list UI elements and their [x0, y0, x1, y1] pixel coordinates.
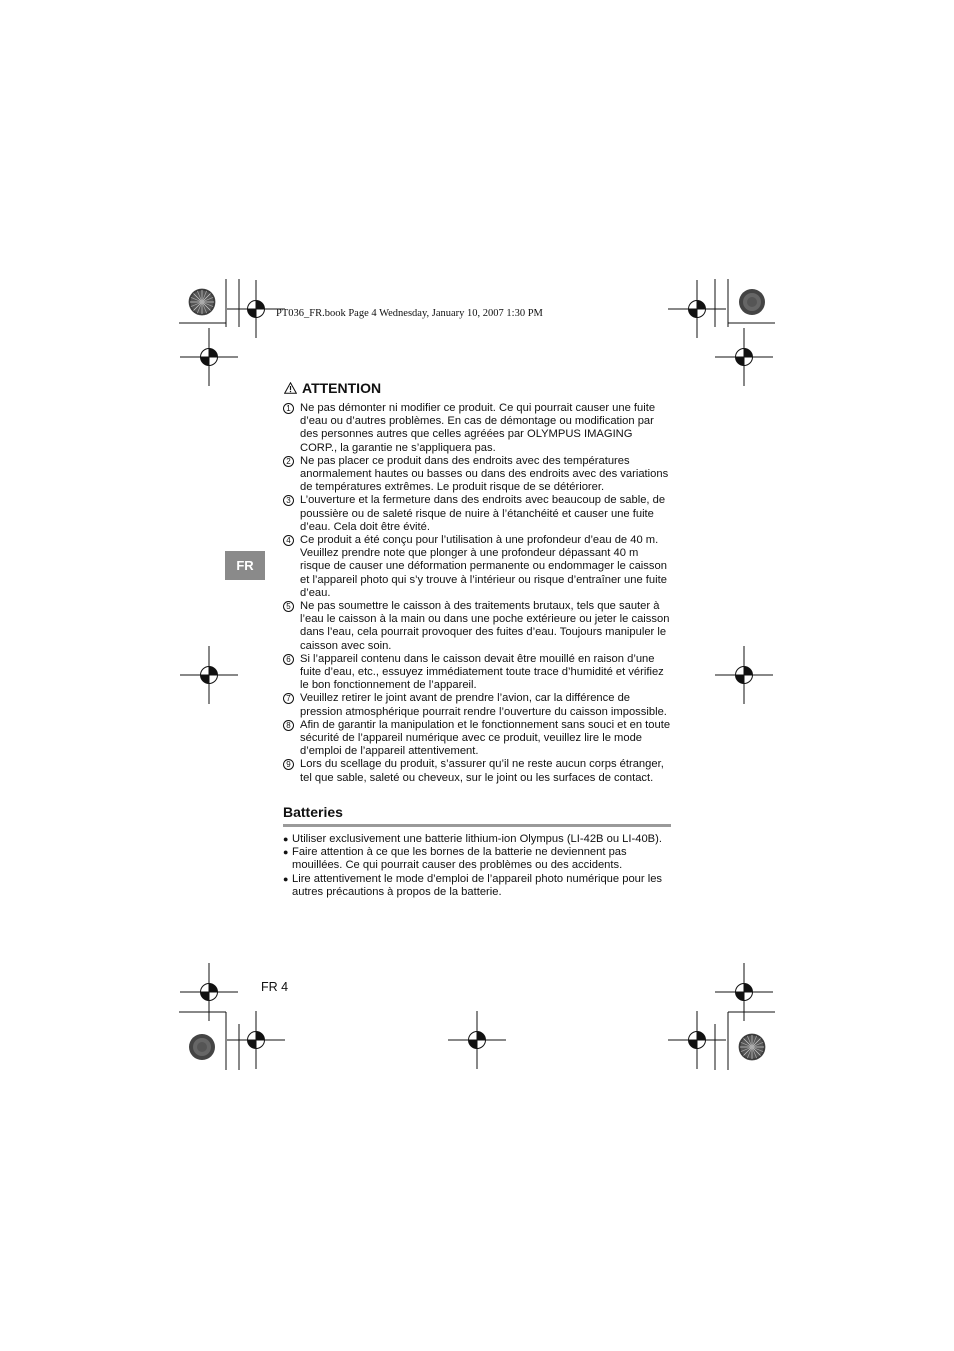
item-text: Lors du scellage du produit, s’assurer qu’il ne reste aucun corps étranger, tel que sable, saleté ou cheveux, sur le joint ou les surfaces de contact.: [300, 758, 664, 784]
item-number: 1: [283, 403, 294, 414]
bullet-text: Utiliser exclusivement une batterie lithium-ion Olympus (LI-42B ou LI-40B).: [292, 832, 662, 845]
item-text: Ne pas placer ce produit dans des endroits avec des températures anormalement hautes ou basses ou dans des endroits avec des variations de températures extrêmes. Le produit risque de se détériorer.: [300, 454, 669, 494]
list-item: [283, 455, 671, 495]
list-item: [283, 653, 671, 693]
item-number: 4: [283, 535, 294, 546]
bullet-text: Faire attention à ce que les bornes de la batterie ne deviennent pas mouillées. Ce qui pourrait causer des problèmes ou des accidents.: [292, 846, 627, 872]
item-number: 5: [283, 601, 294, 612]
print-header: PT036_FR.book Page 4 Wednesday, January 10, 2007 1:30 PM: [276, 308, 543, 319]
item-number: 8: [283, 720, 294, 731]
warning-triangle-icon: [284, 382, 297, 394]
bullet-item: [283, 833, 671, 846]
bullet-item: [283, 873, 671, 899]
item-text: L’ouverture et la fermeture dans des endroits avec beaucoup de sable, de poussière ou de saleté risque de nuire à l’étanchéité et causer une fuite d’eau. Cela doit être évité.: [300, 494, 666, 533]
list-item: [283, 534, 671, 600]
item-number: 2: [283, 456, 294, 467]
item-number: 3: [283, 495, 294, 506]
list-item: [283, 719, 671, 759]
item-text: Veuillez retirer le joint avant de prendre l’avion, car la différence de pression atmosphérique pourrait rendre l’ouverture du caisson impossible.: [300, 692, 667, 718]
page-content: [283, 380, 671, 899]
bullet-dot-icon: [283, 846, 292, 872]
language-tab: FR: [225, 551, 265, 580]
item-text: Afin de garantir la manipulation et le fonctionnement sans souci et en toute sécurité de l’appareil numérique avec ce produit, veuillez lire le mode d’emploi de l’appareil attentivement.: [300, 718, 671, 758]
item-text: Ne pas démonter ni modifier ce produit. Ce qui pourrait causer une fuite d’eau ou d’autres problèmes. En cas de démontage ou modification par des personnes autres que celles agréées par OLYMPUS IMAGING CORP., la garantie ne s’appliquera pas.: [300, 402, 656, 454]
attention-heading: [284, 380, 671, 396]
bullet-dot-icon: [283, 833, 292, 846]
item-number: 9: [283, 759, 294, 770]
list-item: [283, 402, 671, 455]
page-number: FR 4: [261, 980, 289, 994]
item-text: Ce produit a été conçu pour l’utilisation à une profondeur d’eau de 40 m. Veuillez prendre note que plonger à une profondeur dépassant 40 m risque de causer une déformation permanente ou endommager le caisson et l’appareil photo qui s’y trouve à l’intérieur ou risque d’entraîner une fuite d’eau.: [300, 534, 667, 599]
bullet-dot-icon: [283, 873, 292, 899]
list-item: [283, 758, 671, 784]
item-text: Si l’appareil contenu dans le caisson devait être mouillé en raison d’une fuite d’eau, etc., essuyez immédiatement toute trace d’humidité et vérifiez le bon fonctionnement de l’appareil.: [300, 652, 664, 692]
list-item: [283, 600, 671, 653]
item-number: 7: [283, 693, 294, 704]
bullet-text: Lire attentivement le mode d’emploi de l’appareil photo numérique pour les autres précautions à propos de la batterie.: [292, 872, 663, 898]
list-item: [283, 692, 671, 718]
item-number: 6: [283, 654, 294, 665]
list-item: [283, 494, 671, 534]
item-text: Ne pas soumettre le caisson à des traitements brutaux, tels que sauter à l’eau le caisson à la main ou dans une poche extérieure ou jeter le caisson dans l’eau, cela pourrait provoquer des fuites d’eau. Toujours manipuler le caisson avec soin.: [300, 600, 670, 652]
bullet-item: [283, 846, 671, 872]
batteries-heading: Batteries: [283, 804, 671, 827]
attention-title: ATTENTION: [302, 380, 382, 396]
